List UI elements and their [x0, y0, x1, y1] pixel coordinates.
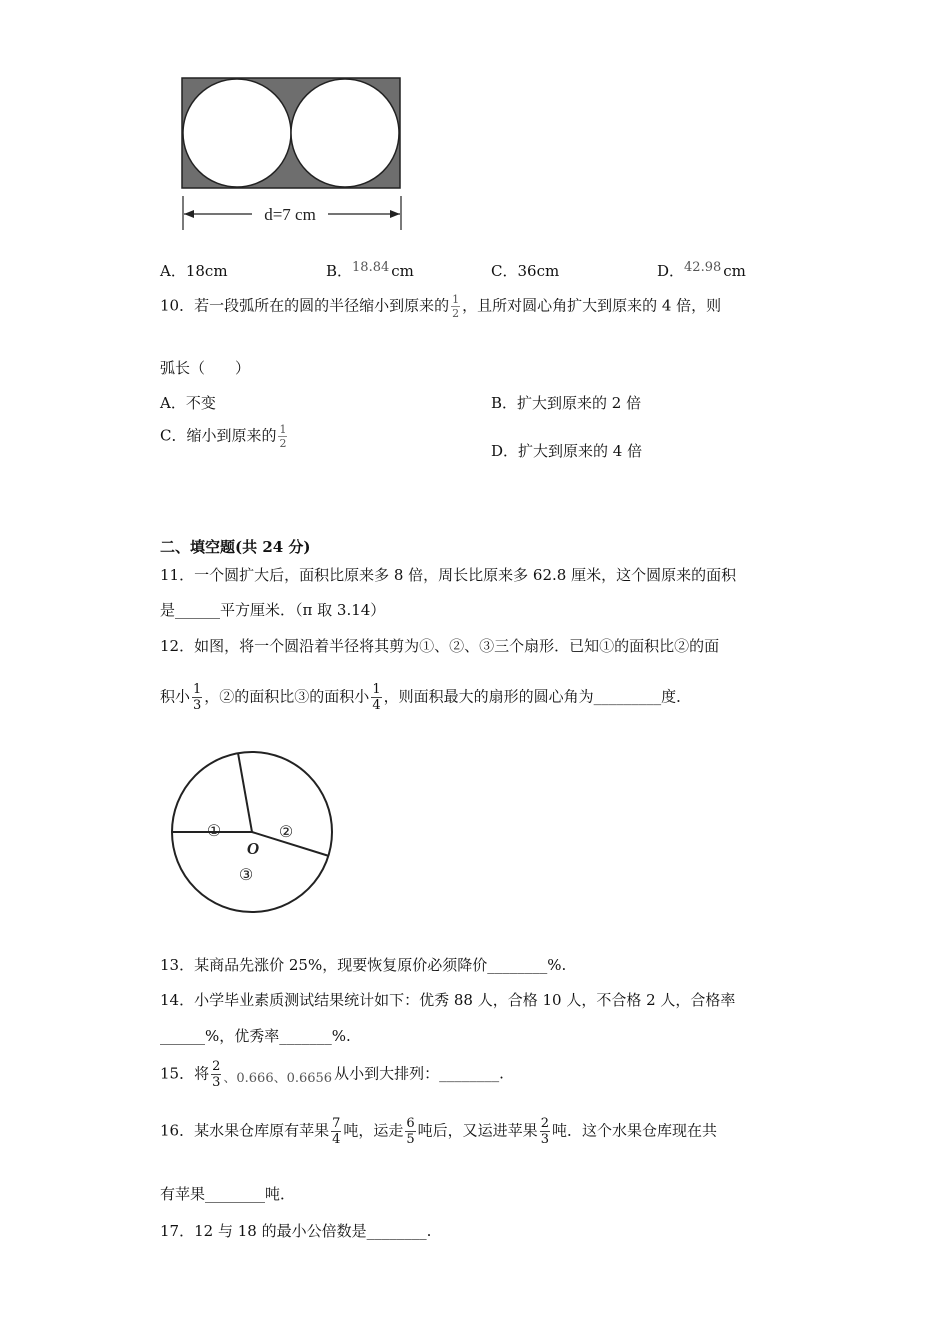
center-label: O — [246, 839, 260, 858]
q10-fraction: $\frac{1}{2}$ — [452, 293, 460, 320]
q16-fraction-2: $\frac{6}{5}$ — [406, 1116, 415, 1147]
q12-line1: 12．如图，将一个圆沿着半径将其剪为①、②、③三个扇形．已知①的面积比②的面 — [160, 637, 720, 655]
q12-fraction-1: $\frac{1}{3}$ — [193, 682, 202, 713]
q16-line2: 有苹果________吨． — [160, 1185, 296, 1203]
left-circle — [183, 79, 291, 187]
q10-line2: 弧长（ ） — [160, 359, 251, 377]
sector-3-label: ③ — [238, 867, 254, 884]
q14-line2: ______%，优秀率_______%. — [160, 1027, 351, 1045]
q10-option-d: D．扩大到原来的 4 倍 — [491, 442, 643, 460]
dimension-label: d=7 cm — [264, 205, 316, 224]
q11-line1: 11．一个圆扩大后，面积比原来多 8 倍，周长比原来多 62.8 厘米，这个圆原来的面积 — [160, 566, 737, 584]
q12-line2: 积小 $\frac{1}{3}$ ，②的面积比③的面积小 $\frac{1}{4}$ ，则面积最大的扇形的圆心角为_________度． — [160, 682, 692, 713]
two-circles-figure — [178, 74, 408, 234]
q9-option-c: C．36cm — [491, 262, 560, 280]
q15-line: 15．将 $\frac{2}{3}$ 、0.666、0.6656 从小到大排列：________. — [160, 1059, 504, 1090]
q10-line1: 10．若一段弧所在的圆的半径缩小到原来的 $\frac{1}{2}$ ，且所对圆心角扩大到原来的 4 倍，则 — [160, 293, 722, 320]
q14-line1: 14．小学毕业素质测试结果统计如下：优秀 88 人，合格 10 人，不合格 2 人，合格率 — [160, 991, 736, 1009]
q10-option-b: B．扩大到原来的 2 倍 — [491, 394, 642, 412]
q10-option-c-fraction: $\frac{1}{2}$ — [279, 423, 287, 450]
q10-option-a: A．不变 — [160, 394, 216, 412]
q9-option-d: D．42.98 cm — [657, 260, 746, 280]
q16-fraction-1: $\frac{7}{4}$ — [332, 1116, 341, 1147]
sector-2-label: ② — [278, 824, 294, 841]
q12-fraction-2: $\frac{1}{4}$ — [372, 682, 381, 713]
q13-text: 13．某商品先涨价 25%，现要恢复原价必须降价________%. — [160, 956, 567, 974]
sector-1-label: ① — [206, 823, 222, 840]
dim-arrow-right — [390, 210, 400, 218]
q16-line1: 16．某水果仓库原有苹果 $\frac{7}{4}$ 吨，运走 $\frac{6}{5}$ 吨后，又运进苹果 $\frac{2}{3}$ 吨．这个水果仓库现在共 — [160, 1116, 717, 1147]
q16-fraction-3: $\frac{2}{3}$ — [540, 1116, 549, 1147]
section-title: 二、填空题(共 24 分) — [160, 538, 311, 556]
right-circle — [291, 79, 399, 187]
q17-text: 17．12 与 18 的最小公倍数是________. — [160, 1222, 432, 1240]
q11-line2: 是______平方厘米．（π 取 3.14） — [160, 601, 386, 619]
q10-option-c: C．缩小到原来的 $\frac{1}{2}$ — [160, 423, 287, 450]
q15-fraction: $\frac{2}{3}$ — [212, 1059, 221, 1090]
q9-option-a: A．18cm — [160, 262, 228, 280]
sector-circle-figure — [168, 748, 338, 918]
dim-arrow-left — [184, 210, 194, 218]
q9-option-b: B．18.84 cm — [326, 260, 414, 280]
